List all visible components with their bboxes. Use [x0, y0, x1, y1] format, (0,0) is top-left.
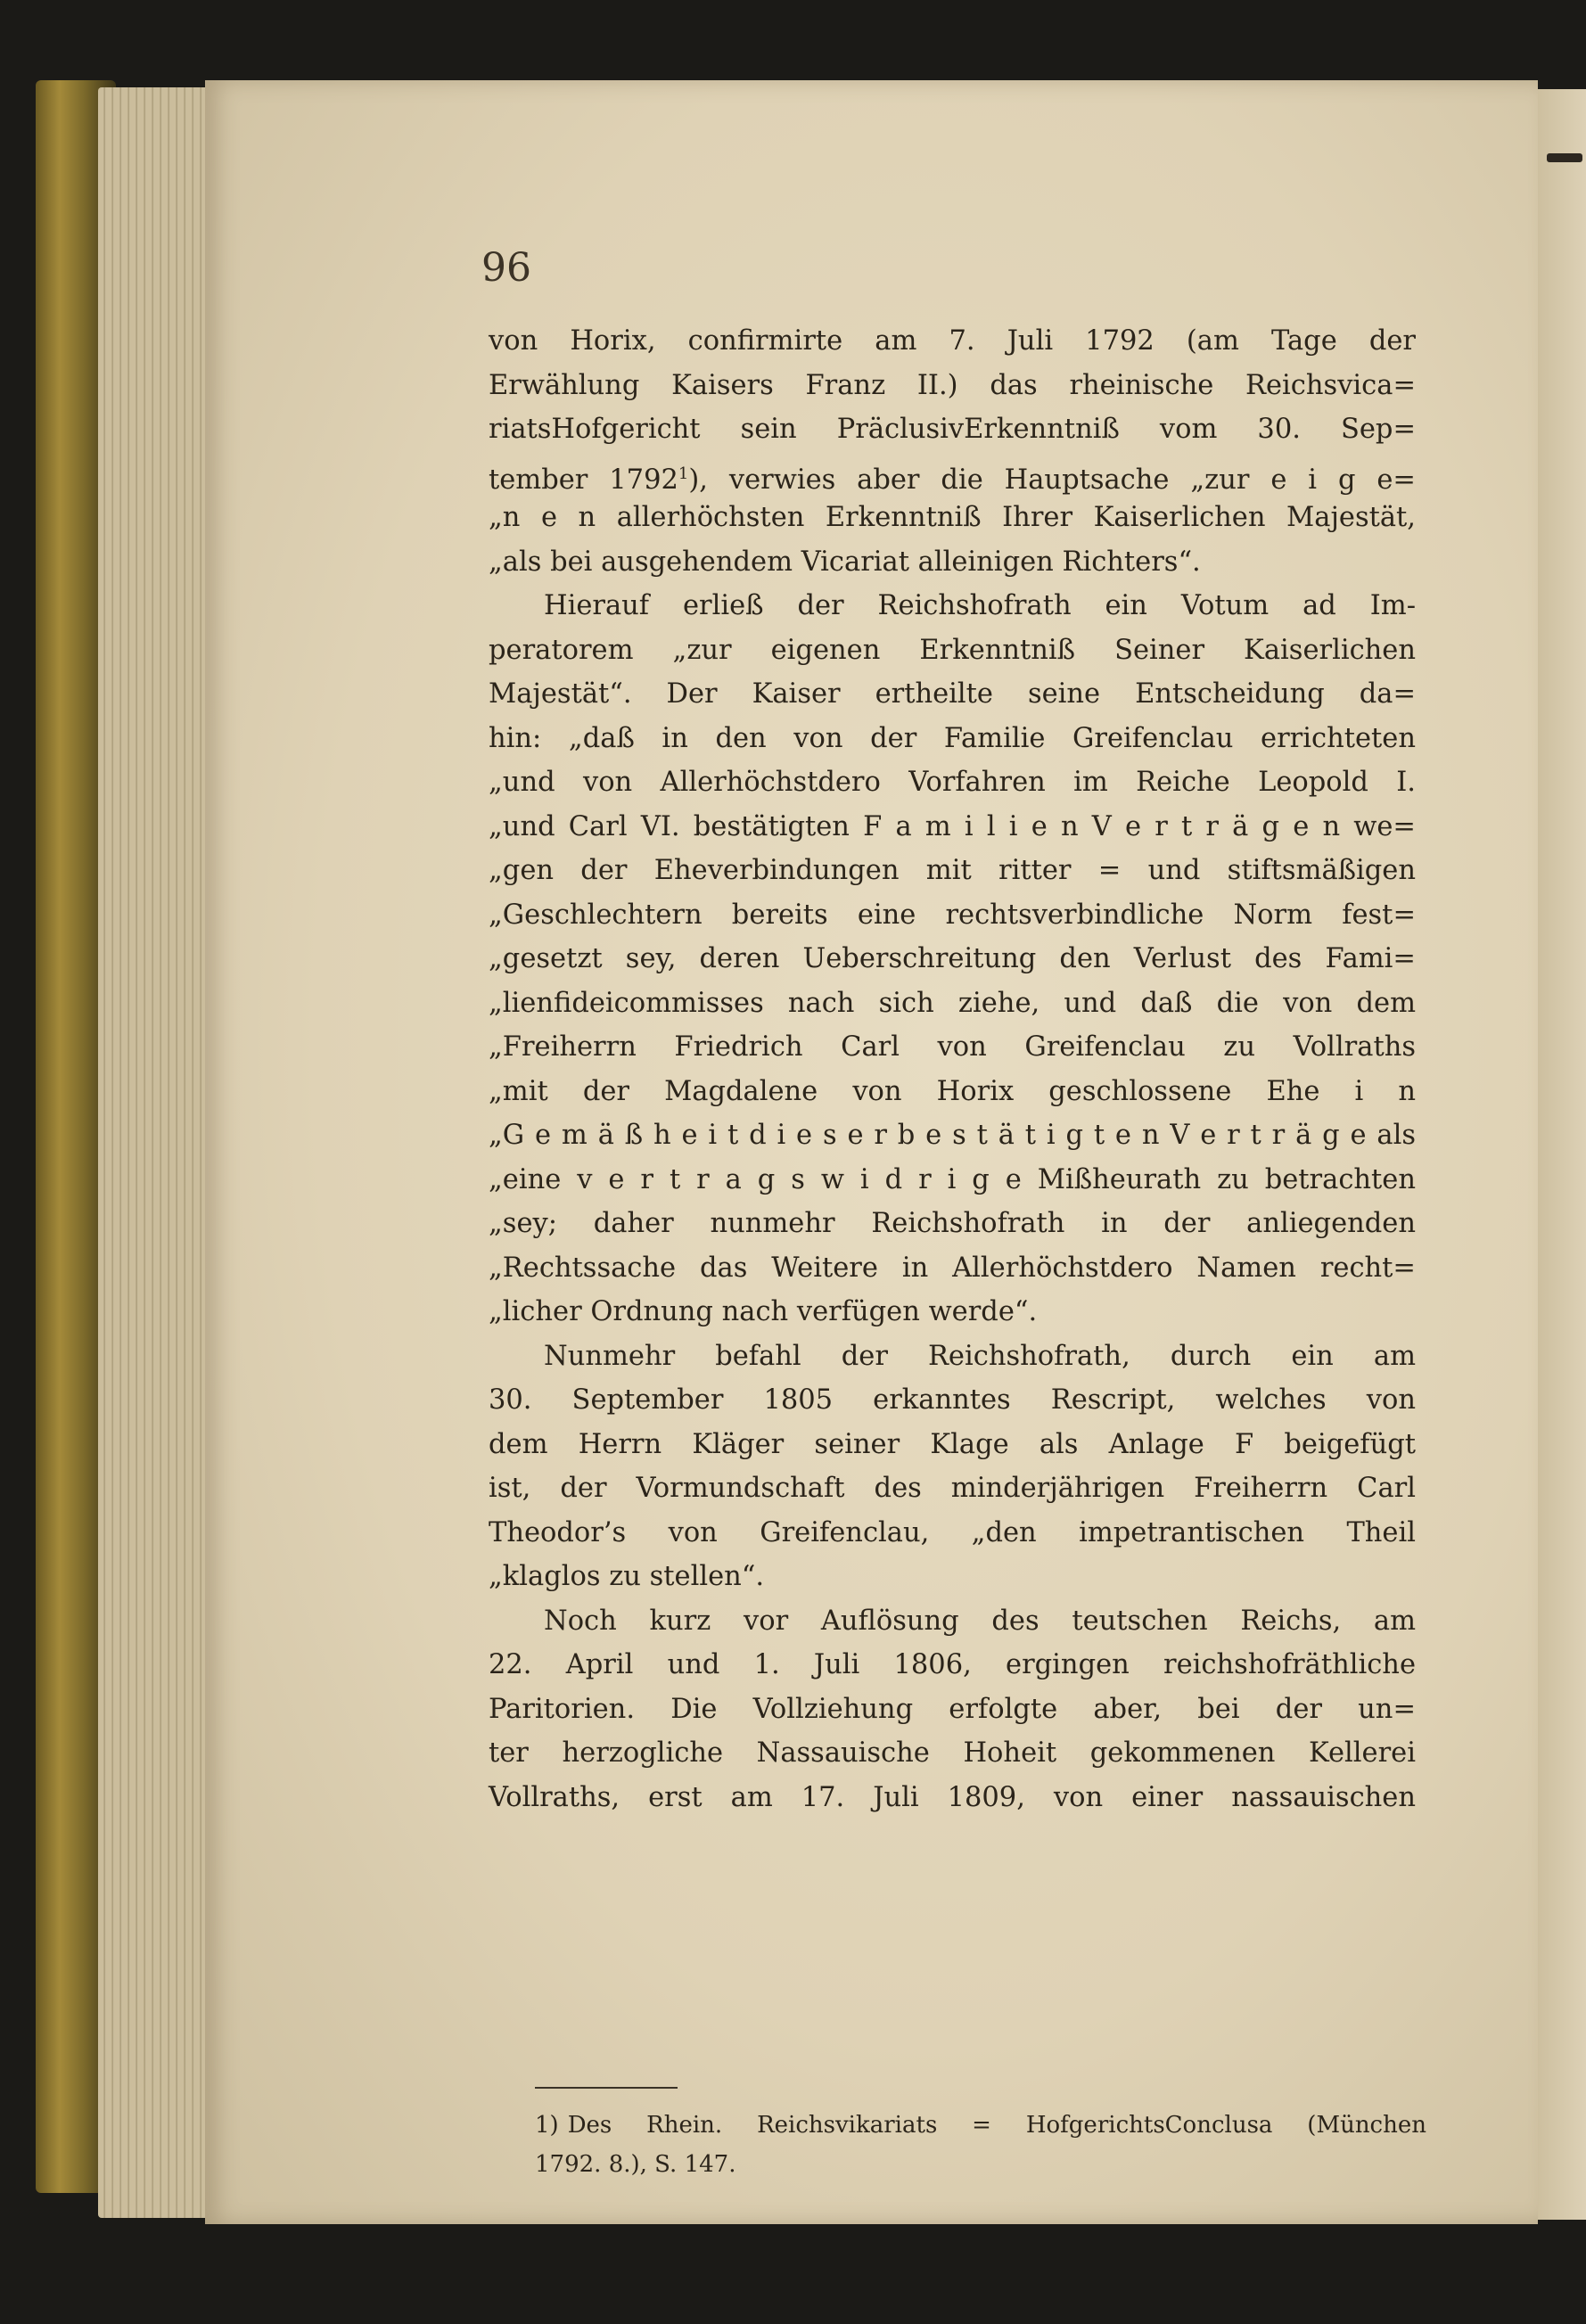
text-line — [489, 1643, 1416, 1688]
text-line — [489, 1070, 1416, 1114]
text-line — [489, 893, 1416, 938]
text-line — [489, 1246, 1416, 1291]
text-line-content: „als bei ausgehendem Vicariat alleinigen Richters“. — [489, 546, 1201, 578]
text-line-content: Vollraths, erst am 17. Juli 1809, von einer nassauischen — [489, 1781, 1416, 1813]
text-line — [489, 540, 1416, 585]
footnote-divider — [535, 2087, 678, 2089]
text-line — [489, 1731, 1416, 1776]
text-line — [489, 760, 1416, 805]
text-line — [489, 1423, 1416, 1467]
text-line-content: „Rechtssache das Weitere in Allerhöchstdero Namen recht= — [489, 1252, 1416, 1284]
text-line-content: „und Carl VI. bestätigten F a m i l i e n V e r t r ä g e n we= — [489, 810, 1416, 842]
text-line-content: „lienfideicommisses nach sich ziehe, und daß die von dem — [489, 987, 1416, 1019]
text-line-content: „und von Allerhöchstdero Vorfahren im Reiche Leopold I. — [489, 767, 1416, 798]
text-line — [489, 1158, 1416, 1203]
text-line-content: Theodor’s von Greifenclau, „den impetrantischen Theil — [489, 1516, 1416, 1548]
text-line — [489, 407, 1416, 452]
text-line — [489, 628, 1416, 673]
text-line — [489, 452, 1416, 497]
text-line — [489, 1202, 1416, 1246]
text-line-content: „n e n allerhöchsten Erkenntniß Ihrer Kaiserlichen Majestät, — [489, 502, 1416, 533]
text-line-content: „Freiherrn Friedrich Carl von Greifenclau zu Vollraths — [489, 1031, 1416, 1063]
text-line-content: ist, der Vormundschaft des minderjährigen Freiherrn Carl — [489, 1473, 1416, 1504]
text-line-content: „G e m ä ß h e i t d i e s e r b e s t ä t i g t e n V e r t r ä g e als — [489, 1120, 1416, 1151]
text-line-content: „klaglos zu stellen“. — [489, 1561, 765, 1592]
text-line-content: „Geschlechtern bereits eine rechtsverbindliche Norm fest= — [489, 899, 1416, 931]
text-line — [489, 364, 1416, 408]
bookmark-clip — [1547, 153, 1582, 162]
text-line — [489, 1378, 1416, 1423]
footnote-text-1: Des Rhein. Reichsvikariats = HofgerichtsConclusa (München — [567, 2112, 1426, 2139]
text-line — [489, 1113, 1416, 1158]
text-line — [489, 1511, 1416, 1556]
text-line-content: Paritorien. Die Vollziehung erfolgte aber, bei der un= — [489, 1693, 1416, 1725]
footnote-line-2: 1792. 8.), S. 147. — [535, 2151, 736, 2178]
text-line-content: riatsHofgericht sein PräclusivErkenntniß vom 30. Sep= — [489, 414, 1416, 445]
text-line-content: Erwählung Kaisers Franz II.) das rheinische Reichsvica= — [489, 369, 1416, 401]
text-line-content: „licher Ordnung nach verfügen werde“. — [489, 1296, 1038, 1327]
text-line-content: „mit der Magdalene von Horix geschlossene Ehe i n — [489, 1075, 1416, 1107]
text-line-content: tember 1792 — [489, 464, 678, 496]
text-line-content: „gesetzt sey, deren Ueberschreitung den Verlust des Fami= — [489, 943, 1416, 974]
text-line-content: „gen der Eheverbindungen mit ritter = und stiftsmäßigen — [489, 855, 1416, 886]
text-line-content: Hierauf erließ der Reichshofrath ein Votum ad Im- — [544, 590, 1416, 621]
text-line-content: „sey; daher nunmehr Reichshofrath in der anliegenden — [489, 1208, 1416, 1239]
text-line — [489, 1688, 1416, 1732]
text-line — [489, 1290, 1416, 1334]
text-line — [489, 1025, 1416, 1070]
text-line-content: 22. April und 1. Juli 1806, ergingen reichshofräthliche — [489, 1649, 1416, 1680]
text-line — [489, 584, 1416, 628]
text-line — [489, 672, 1416, 717]
text-line — [489, 319, 1416, 364]
text-line — [489, 1555, 1416, 1599]
facing-page-edge — [1538, 89, 1586, 2220]
footnote-mark: 1) — [535, 2112, 559, 2139]
footnote-line-1 — [535, 2106, 1426, 2145]
text-line — [489, 849, 1416, 893]
text-line-content: hin: „daß in den von der Familie Greifenclau errichteten — [489, 722, 1416, 754]
page-number: 96 — [481, 245, 531, 291]
text-line-content: 30. September 1805 erkanntes Rescript, welches von — [489, 1384, 1416, 1416]
text-line-content: von Horix, confirmirte am 7. Juli 1792 (am Tage der — [489, 325, 1416, 357]
text-line — [489, 981, 1416, 1026]
text-line — [489, 805, 1416, 850]
text-line-content: Noch kurz vor Auflösung des teutschen Reichs, am — [544, 1605, 1416, 1637]
text-line — [489, 1776, 1416, 1820]
text-line-content: „eine v e r t r a g s w i d r i g e Mißheurath zu betrachten — [489, 1163, 1416, 1195]
footnote — [535, 2106, 1426, 2184]
text-line — [489, 1334, 1416, 1379]
text-line — [489, 1599, 1416, 1644]
text-line-content: dem Herrn Kläger seiner Klage als Anlage F beigefügt — [489, 1428, 1416, 1460]
text-line-content: Nunmehr befahl der Reichshofrath, durch ein am — [544, 1340, 1416, 1372]
text-line-content: peratorem „zur eigenen Erkenntniß Seiner Kaiserlichen — [489, 634, 1416, 666]
text-line — [489, 496, 1416, 540]
page-stack-edges — [98, 87, 223, 2218]
text-line — [489, 717, 1416, 761]
text-line-content: ter herzogliche Nassauische Hoheit gekommenen Kellerei — [489, 1737, 1416, 1769]
text-line — [489, 937, 1416, 981]
text-line-continuation: ), verwies aber die Hauptsache „zur e i g e= — [688, 464, 1416, 496]
footnote-reference: 1 — [678, 464, 689, 483]
text-line — [489, 1466, 1416, 1511]
body-text — [489, 319, 1416, 1819]
text-line-content: Majestät“. Der Kaiser ertheilte seine Entscheidung da= — [489, 678, 1416, 710]
